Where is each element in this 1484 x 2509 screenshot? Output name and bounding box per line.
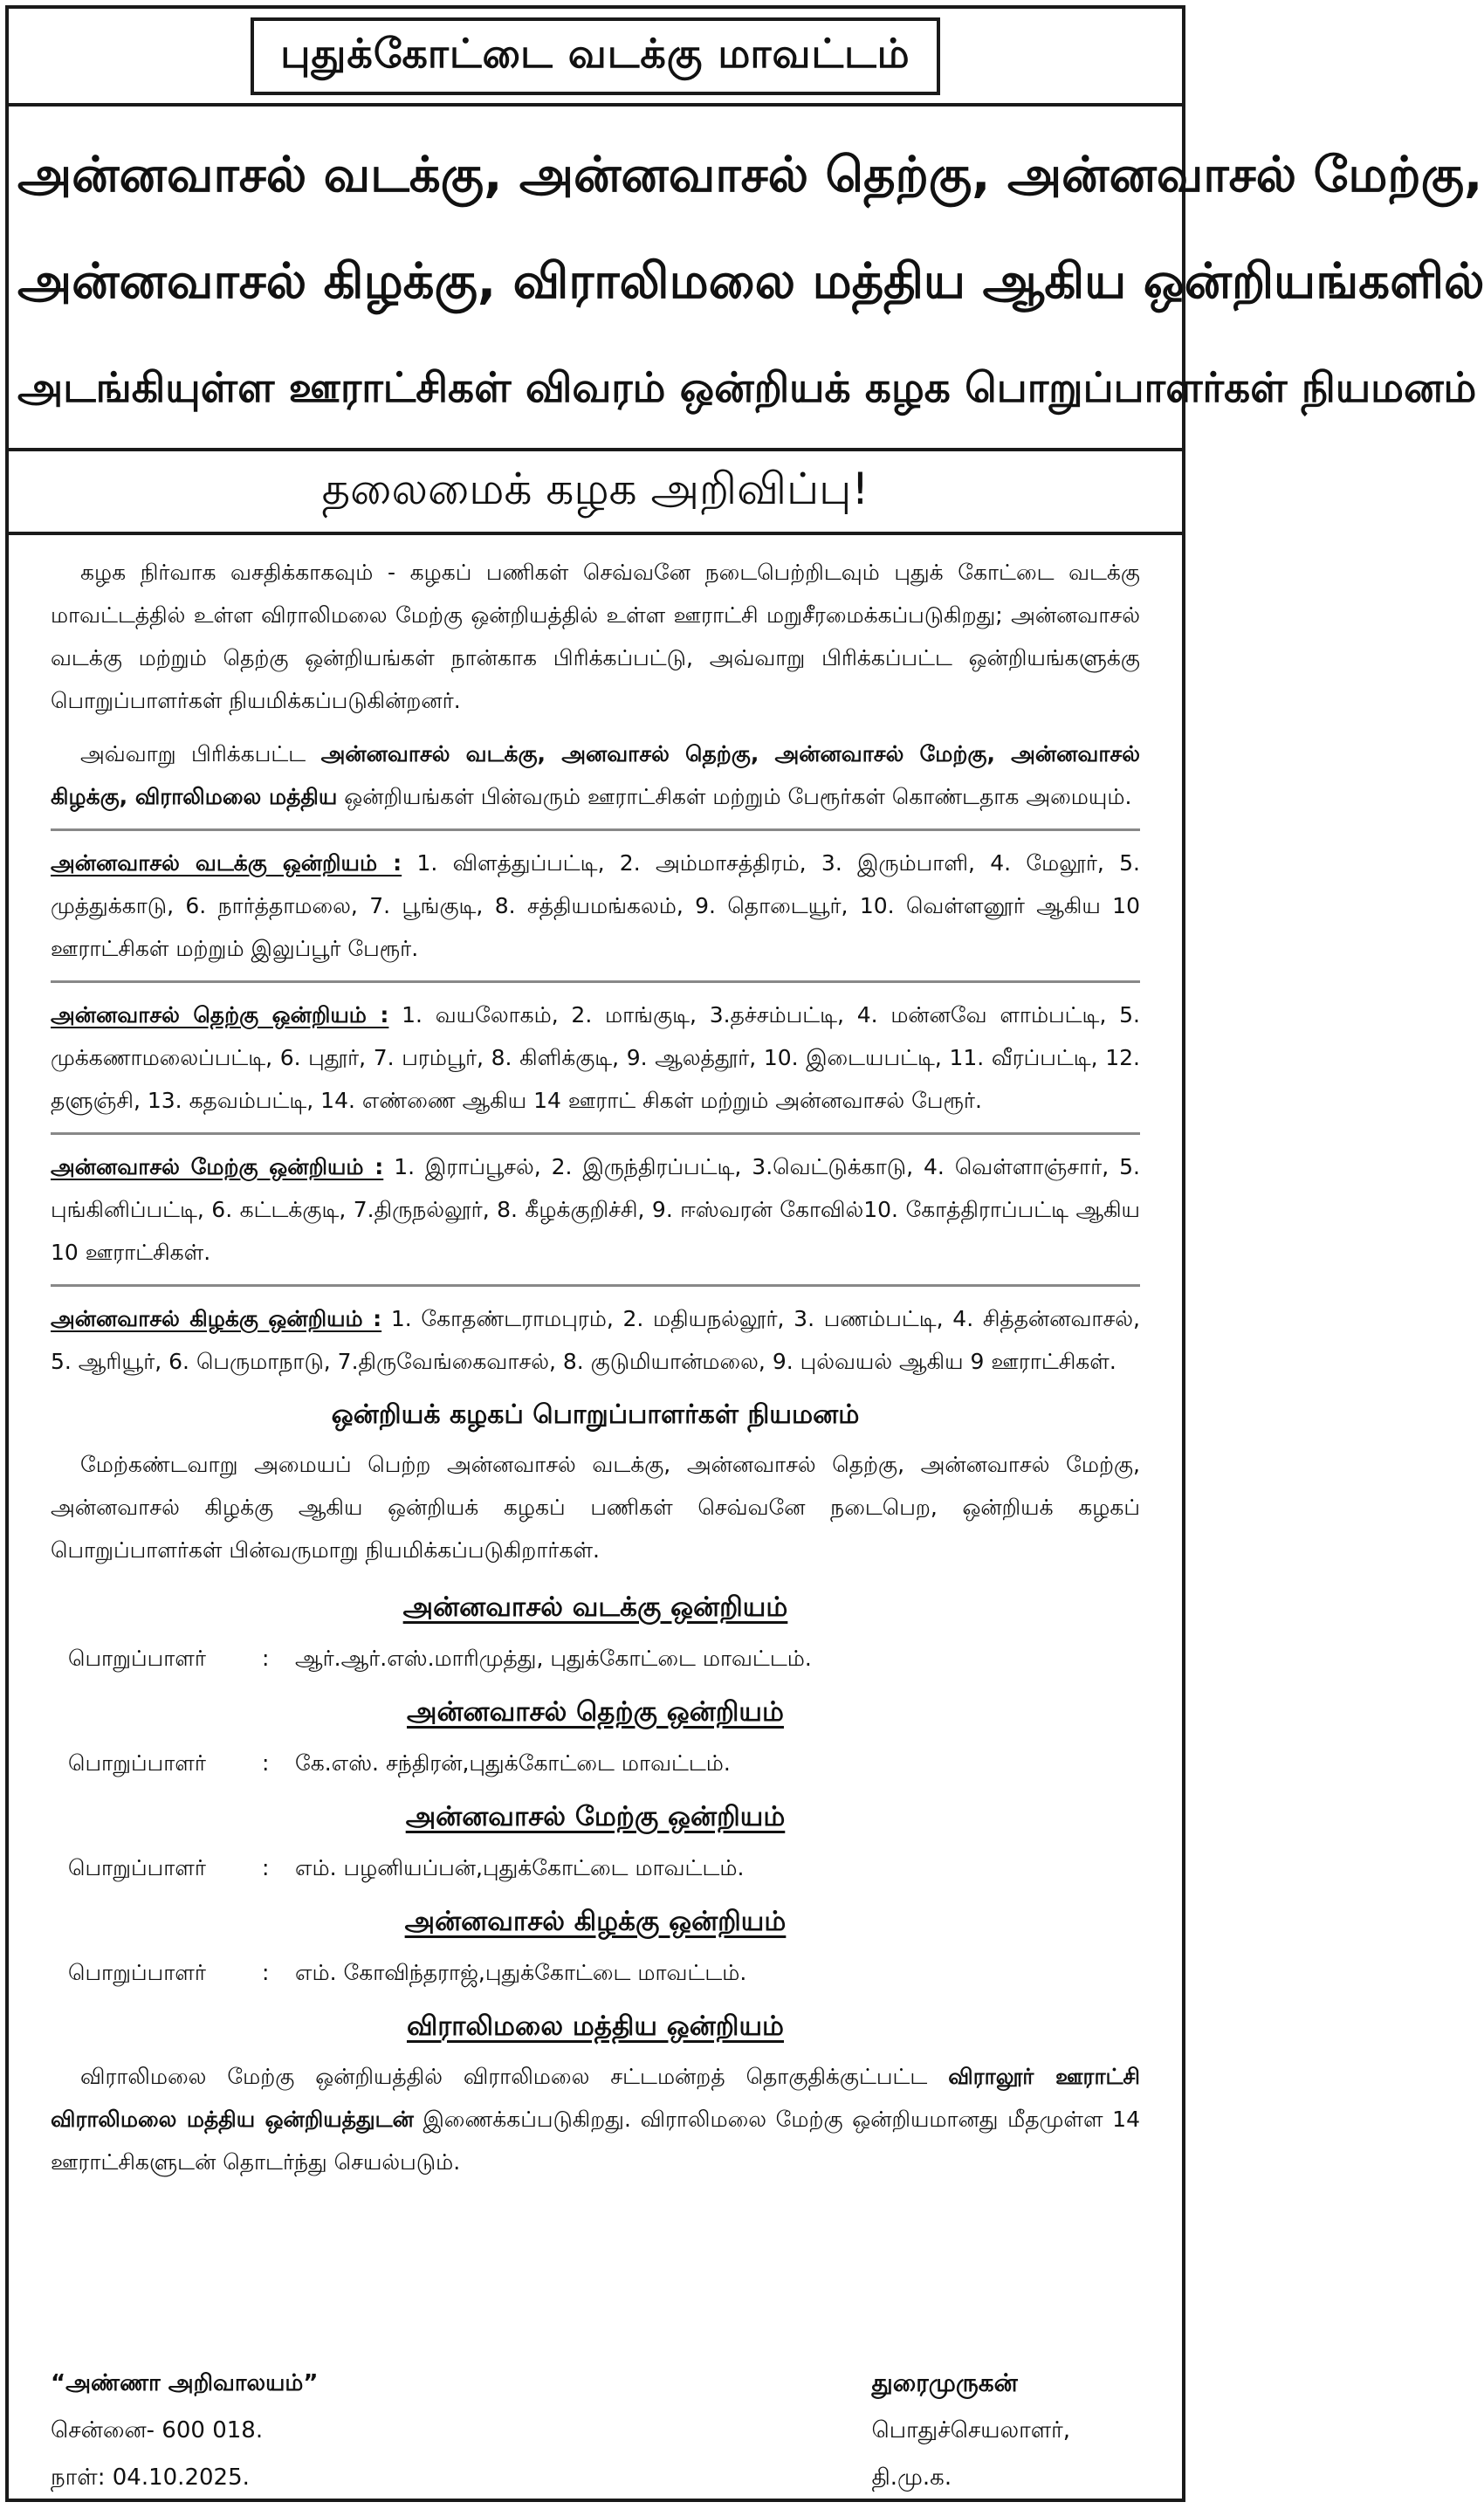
split-lead: அவ்வாறு பிரிக்கபட்ட xyxy=(80,741,306,766)
footer-right xyxy=(871,2360,1070,2501)
role-colon: : xyxy=(262,1855,270,1880)
appointments-title: ஒன்றியக் கழகப் பொறுப்பாளர்கள் நியமனம் xyxy=(331,1399,860,1430)
appointment-union-title: அன்னவாசல் வடக்கு ஒன்றியம் xyxy=(402,1591,788,1623)
divider xyxy=(51,828,1140,831)
notice-page xyxy=(5,5,1484,2502)
announcement-title: தலைமைக் கழக அறிவிப்பு! xyxy=(321,463,869,514)
notice-body xyxy=(9,535,1182,2183)
signatory-party: தி.மு.க. xyxy=(871,2464,952,2491)
appointments-intro: மேற்கண்டவாறு அமையப் பெற்ற அன்னவாசல் வடக்கு, அன்னவாசல் தெற்கு, அன்னவாசல் மேற்கு, அன்னவாசல் கிழக்கு ஆகிய ஒன்றியக் கழகப் பணிகள் செவ்வனே நடைபெற, ஒன்றியக் கழகப் பொறுப்பாளர்கள் பின்வருமாறு நியமிக்கப்படுகிறார்கள். xyxy=(51,1452,1140,1563)
union-list-north xyxy=(51,842,1140,970)
union-label: அன்னவாசல் மேற்கு ஒன்றியம் : xyxy=(51,1154,384,1179)
appointment-union-title: அன்னவாசல் கிழக்கு ஒன்றியம் xyxy=(404,1906,787,1937)
footer-date: நாள்: 04.10.2025. xyxy=(51,2464,250,2491)
union-panchayats: 1. விளத்துப்பட்டி, 2. அம்மாசத்திரம், 3. இரும்பாளி, 4. மேலூர், 5. முத்துக்காடு, 6. நார்த்தாமலை, 7. பூங்குடி, 8. சத்தியமங்கலம், 9. தொடையூர், 10. வெள்ளனூர் ஆகிய 10 ஊராட்சிகள் மற்றும் இலுப்பூர் பேரூர். xyxy=(51,850,1140,961)
divider xyxy=(51,1284,1140,1287)
role-label: பொறுப்பாளர் xyxy=(68,1750,206,1776)
headline-line-1: அன்னவாசல் வடக்கு, அன்னவாசல் தெற்கு, அன்னவாசல் மேற்கு, xyxy=(17,147,1483,203)
footer-city: சென்னை- 600 018. xyxy=(51,2417,264,2444)
role-colon: : xyxy=(262,1960,270,1985)
footer-left xyxy=(51,2360,318,2501)
district-title: புதுக்கோட்டை வடக்கு மாவட்டம் xyxy=(251,17,939,95)
appointment-row xyxy=(51,1950,1140,1996)
role-label: பொறுப்பாளர் xyxy=(68,1960,206,1985)
appointee: எம். பழனியப்பன்,புதுக்கோட்டை மாவட்டம். xyxy=(295,1855,745,1880)
union-label: அன்னவாசல் தெற்கு ஒன்றியம் : xyxy=(51,1002,389,1028)
announcement-bar xyxy=(9,451,1182,535)
union-list-south xyxy=(51,993,1140,1122)
appointment-union-title: அன்னவாசல் மேற்கு ஒன்றியம் xyxy=(405,1801,786,1832)
appointment-row xyxy=(51,1741,1140,1786)
intro-paragraph: கழக நிர்வாக வசதிக்காகவும் - கழகப் பணிகள் செவ்வனே நடைபெற்றிடவும் புதுக் கோட்டை வடக்கு மாவட்டத்தில் உள்ள விராலிமலை மேற்கு ஒன்றியத்தில் உள்ள ஊராட்சி மறுசீரமைக்கப்படுகிறது; அன்னவாசல் வடக்கு மற்றும் தெற்கு ஒன்றியங்கள் நான்காக பிரிக்கப்பட்டு, அவ்வாறு பிரிக்கப்பட்ட ஒன்றியங்களுக்கு பொறுப்பாளர்கள் நியமிக்கப்படுகின்றனர். xyxy=(51,560,1140,713)
appointee: ஆர்.ஆர்.எஸ்.மாரிமுத்து, புதுக்கோட்டை மாவட்டம். xyxy=(295,1646,812,1671)
union-list-east xyxy=(51,1297,1140,1383)
union-list-west xyxy=(51,1145,1140,1274)
signatory-name: துரைமுருகன் xyxy=(871,2368,1018,2397)
union-panchayats: 1. கோதண்டராமபுரம், 2. மதியநல்லூர், 3. பணம்பட்டி, 4. சித்தன்னவாசல், 5. ஆரியூர், 6. பெருமாநாடு, 7.திருவேங்கைவாசல், 8. குடுமியான்மலை, 9. புல்வயல் ஆகிய 9 ஊராட்சிகள். xyxy=(51,1306,1140,1374)
appointment-row xyxy=(51,1636,1140,1681)
appointee: எம். கோவிந்தராஜ்,புதுக்கோட்டை மாவட்டம். xyxy=(295,1960,747,1985)
viralimalai-text-1: விராலிமலை மேற்கு ஒன்றியத்தில் விராலிமலை சட்டமன்றத் தொகுதிக்குட்பட்ட xyxy=(80,2064,928,2089)
viralimalai-bold: விராலூர் ஊராட்சி விராலிமலை மத்திய ஒன்றியத்துடன் xyxy=(51,2064,1141,2132)
headline-line-2: அன்னவாசல் கிழக்கு, விராலிமலை மத்திய ஆகிய ஒன்றியங்களில் xyxy=(17,253,1484,310)
viralimalai-title: விராலிமலை மத்திய ஒன்றியம் xyxy=(406,2011,784,2042)
union-label: அன்னவாசல் கிழக்கு ஒன்றியம் : xyxy=(51,1306,382,1331)
split-union-names: அன்னவாசல் வடக்கு, அனவாசல் தெற்கு, அன்னவாசல் மேற்கு, அன்னவாசல் கிழக்கு, விராலிமலை மத்திய xyxy=(51,741,1141,809)
split-paragraph xyxy=(51,732,1140,818)
district-header xyxy=(9,9,1182,107)
union-panchayats: 1. வயலோகம், 2. மாங்குடி, 3.தச்சம்பட்டி, 4. மன்னவே ளாம்பட்டி, 5. முக்கணாமலைப்பட்டி, 6. புதூர், 7. பரம்பூர், 8. கிளிக்குடி, 9. ஆலத்தூர், 10. இடையபட்டி, 11. வீரப்பட்டி, 12. தளுஞ்சி, 13. கதவம்பட்டி, 14. எண்ணை ஆகிய 14 ஊராட் சிகள் மற்றும் அன்னவாசல் பேரூர். xyxy=(51,1002,1140,1113)
union-panchayats: 1. இராப்பூசல், 2. இருந்திரப்பட்டி, 3.வெட்டுக்காடு, 4. வெள்ளாஞ்சார், 5. புங்கினிப்பட்டி, 6. கட்டக்குடி, 7.திருநல்லூர், 8. கீழக்குறிச்சி, 9. ஈஸ்வரன் கோவில்10. கோத்திராப்பட்டி ஆகிய 10 ஊராட்சிகள். xyxy=(51,1154,1140,1265)
divider xyxy=(51,1132,1140,1135)
union-label: அன்னவாசல் வடக்கு ஒன்றியம் : xyxy=(51,850,402,876)
appointee: கே.எஸ். சந்திரன்,புதுக்கோட்டை மாவட்டம். xyxy=(295,1750,731,1776)
role-colon: : xyxy=(262,1750,270,1776)
role-label: பொறுப்பாளர் xyxy=(68,1855,206,1880)
role-colon: : xyxy=(262,1646,270,1671)
appointment-union-title: அன்னவாசல் தெற்கு ஒன்றியம் xyxy=(407,1696,784,1728)
role-label: பொறுப்பாளர் xyxy=(68,1646,206,1671)
divider xyxy=(51,980,1140,983)
viralimalai-text-2: இணைக்கப்படுகிறது. விராலிமலை மேற்கு ஒன்றியமானது மீதமுள்ள 14 ஊராட்சிகளுடன் தொடர்ந்து செயல்படும். xyxy=(51,2107,1140,2175)
appointment-row xyxy=(51,1846,1140,1891)
split-tail: ஒன்றியங்கள் பின்வரும் ஊராட்சிகள் மற்றும் பேரூர்கள் கொண்டதாக அமையும். xyxy=(344,784,1132,809)
footer-place: “அண்ணா அறிவாலயம்” xyxy=(51,2370,319,2396)
headline-line-3: அடங்கியுள்ள ஊராட்சிகள் விவரம் ஒன்றியக் கழக பொறுப்பாளர்கள் நியமனம் xyxy=(17,364,1477,412)
viralimalai-paragraph xyxy=(51,2055,1140,2183)
signatory-designation: பொதுச்செயலாளர், xyxy=(871,2417,1070,2444)
headline xyxy=(9,107,1484,451)
